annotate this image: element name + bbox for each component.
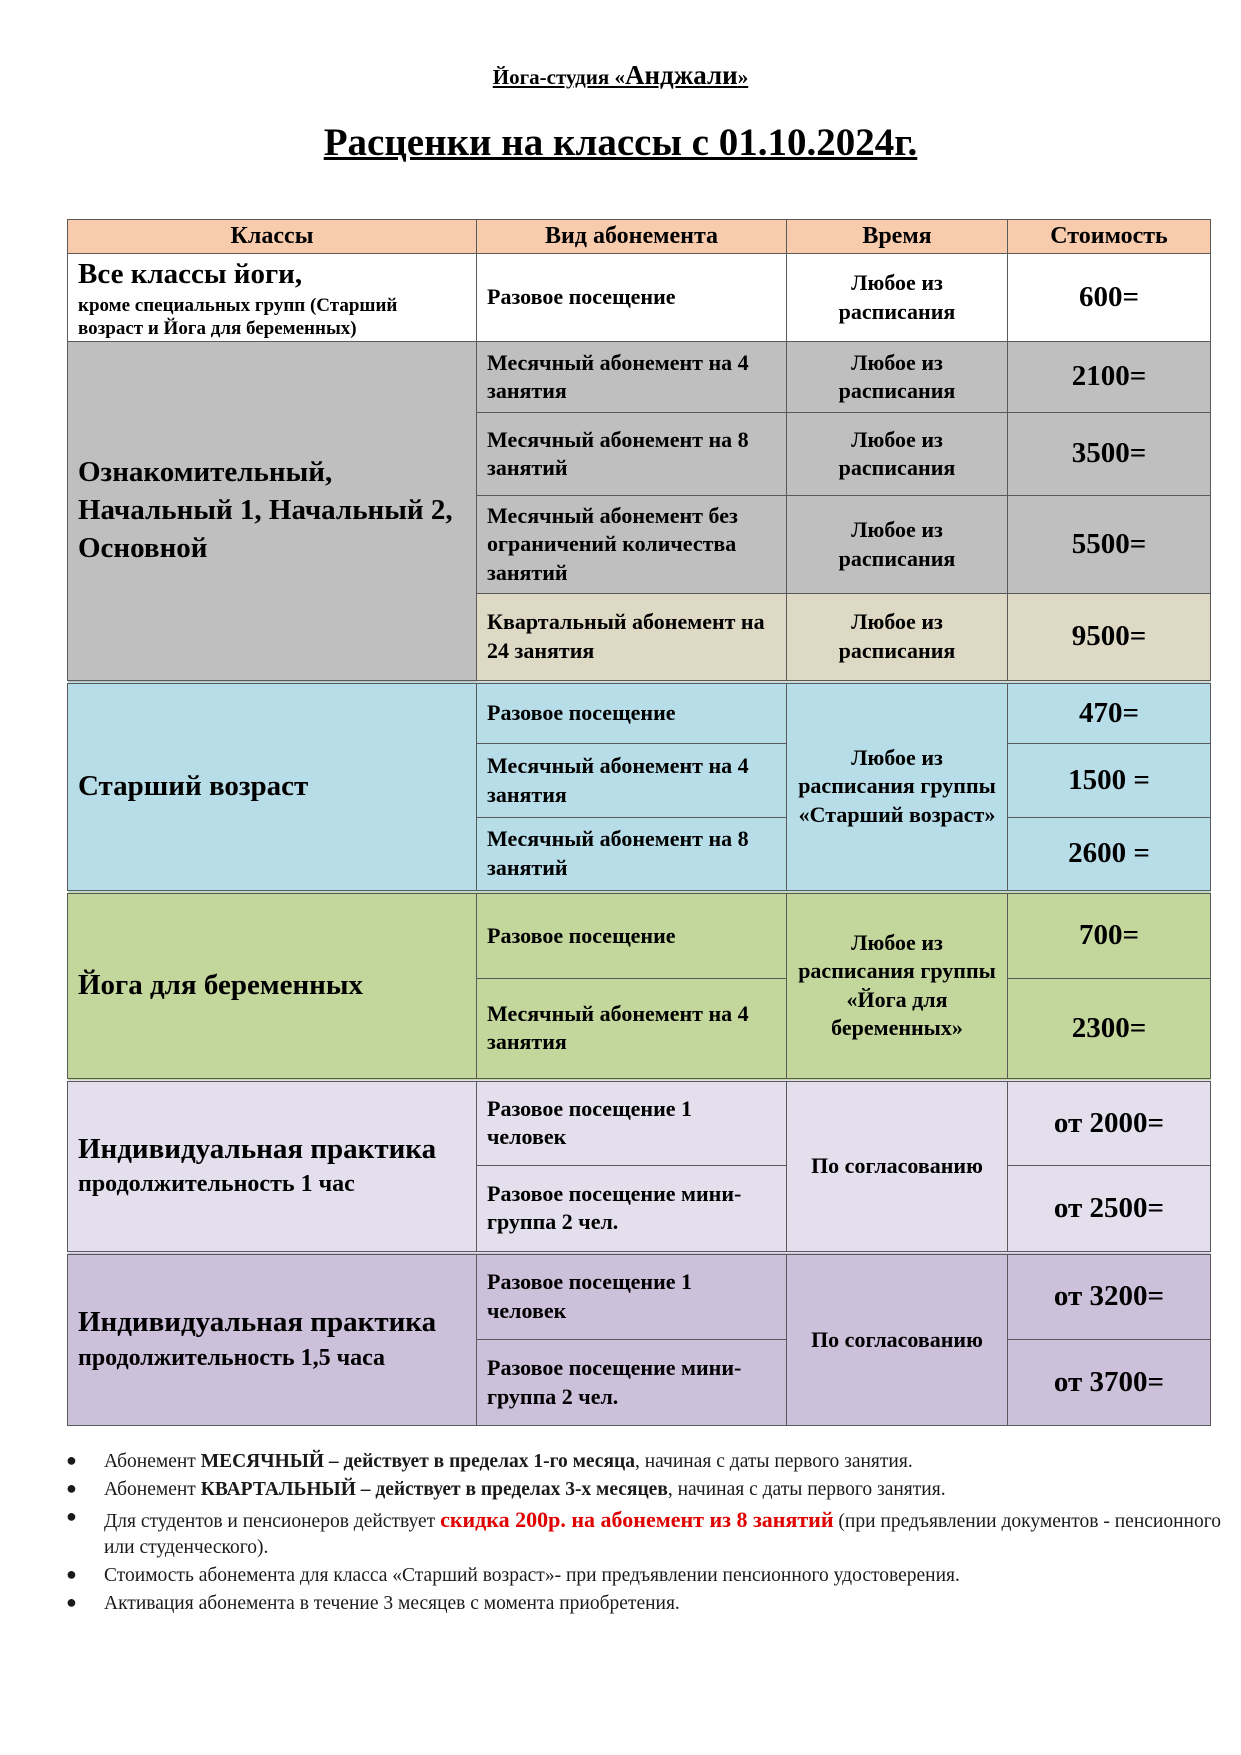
price-cell: от 3200= bbox=[1008, 1253, 1211, 1340]
time-cell: Любое из расписания bbox=[787, 254, 1008, 342]
price-cell: 2600 = bbox=[1008, 818, 1211, 892]
studio-name: Анджали bbox=[625, 60, 738, 90]
time-cell: Любое из расписания bbox=[787, 594, 1008, 682]
time-cell: По согласованию bbox=[787, 1253, 1008, 1426]
class-cell: Индивидуальная практика продолжительность 1 час bbox=[68, 1080, 477, 1253]
class-cell: Все классы йоги, кроме специальных групп (Старший возраст и Йога для беременных) bbox=[68, 254, 477, 342]
price-cell: 9500= bbox=[1008, 594, 1211, 682]
class-cell: Ознакомительный, Начальный 1, Начальный 2, Основной bbox=[68, 342, 477, 682]
bullet-icon: ● bbox=[66, 1477, 77, 1498]
table-row bbox=[68, 254, 1211, 342]
class-cell: Индивидуальная практика продолжительность 1,5 часа bbox=[68, 1253, 477, 1426]
list-item: ● Абонемент КВАРТАЛЬНЫЙ – действует в пределах 3-х месяцев, начиная с даты первого занятия. bbox=[66, 1477, 946, 1500]
column-header: Вид абонемента bbox=[477, 220, 787, 254]
page-title: Расценки на классы с 01.10.2024г. bbox=[323, 121, 918, 164]
table-row bbox=[68, 342, 1211, 413]
bullet-icon: ● bbox=[66, 1505, 77, 1526]
list-item: ● Активация абонемента в течение 3 месяцев с момента приобретения. bbox=[66, 1591, 680, 1614]
list-item: ● Для студентов и пенсионеров действует скидка 200р. на абонемент из 8 занятий (при предъявлении документов - пенсионного или студенческого). bbox=[66, 1505, 1221, 1558]
subscription-type-cell: Месячный абонемент без ограничений количества занятий bbox=[477, 496, 787, 594]
column-header: Классы bbox=[68, 220, 477, 254]
bullet-icon: ● bbox=[66, 1591, 77, 1612]
time-cell: Любое из расписания bbox=[787, 496, 1008, 594]
subscription-type-cell: Разовое посещение мини-группа 2 чел. bbox=[477, 1166, 787, 1253]
price-cell: 2100= bbox=[1008, 342, 1211, 413]
subscription-type-cell: Месячный абонемент на 8 занятий bbox=[477, 413, 787, 496]
class-cell: Старший возраст bbox=[68, 682, 477, 892]
subscription-type-cell: Разовое посещение 1 человек bbox=[477, 1253, 787, 1340]
column-header: Время bbox=[787, 220, 1008, 254]
subscription-type-cell: Месячный абонемент на 8 занятий bbox=[477, 818, 787, 892]
subscription-type-cell: Разовое посещение bbox=[477, 254, 787, 342]
bullet-icon: ● bbox=[66, 1450, 77, 1470]
table-header-row bbox=[68, 220, 1211, 254]
price-table bbox=[67, 219, 1211, 1426]
subscription-type-cell: Месячный абонемент на 4 занятия bbox=[477, 979, 787, 1080]
studio-name-heading: Йога-студия «Анджали» bbox=[492, 60, 749, 90]
price-cell: 700= bbox=[1008, 892, 1211, 979]
subscription-type-cell: Разовое посещение bbox=[477, 682, 787, 744]
time-cell: Любое из расписания группы «Старший возраст» bbox=[787, 682, 1008, 892]
price-cell: 1500 = bbox=[1008, 744, 1211, 818]
price-cell: 470= bbox=[1008, 682, 1211, 744]
price-cell: от 2000= bbox=[1008, 1080, 1211, 1166]
subscription-type-cell: Разовое посещение bbox=[477, 892, 787, 979]
table-row bbox=[68, 682, 1211, 744]
price-cell: 600= bbox=[1008, 254, 1211, 342]
table-row bbox=[68, 1253, 1211, 1340]
time-cell: Любое из расписания группы «Йога для беременных» bbox=[787, 892, 1008, 1080]
time-cell: Любое из расписания bbox=[787, 342, 1008, 413]
price-cell: от 3700= bbox=[1008, 1340, 1211, 1426]
time-cell: По согласованию bbox=[787, 1080, 1008, 1253]
table-row bbox=[68, 892, 1211, 979]
price-cell: 3500= bbox=[1008, 413, 1211, 496]
bullet-icon: ● bbox=[66, 1563, 77, 1584]
time-cell: Любое из расписания bbox=[787, 413, 1008, 496]
column-header: Стоимость bbox=[1008, 220, 1211, 254]
notes-list bbox=[68, 1449, 1224, 1619]
subscription-type-cell: Месячный абонемент на 4 занятия bbox=[477, 342, 787, 413]
list-item: ● Абонемент МЕСЯЧНЫЙ – действует в пределах 1-го месяца, начиная с даты первого занятия. bbox=[66, 1450, 913, 1472]
price-cell: 5500= bbox=[1008, 496, 1211, 594]
subscription-type-cell: Разовое посещение 1 человек bbox=[477, 1080, 787, 1166]
subscription-type-cell: Квартальный абонемент на 24 занятия bbox=[477, 594, 787, 682]
price-cell: 2300= bbox=[1008, 979, 1211, 1080]
subscription-type-cell: Разовое посещение мини-группа 2 чел. bbox=[477, 1340, 787, 1426]
price-cell: от 2500= bbox=[1008, 1166, 1211, 1253]
subscription-type-cell: Месячный абонемент на 4 занятия bbox=[477, 744, 787, 818]
discount-text: скидка 200р. на абонемент из 8 занятий bbox=[440, 1506, 834, 1532]
class-cell: Йога для беременных bbox=[68, 892, 477, 1080]
list-item: ● Стоимость абонемента для класса «Старший возраст»- при предъявлении пенсионного удостоверения. bbox=[66, 1563, 960, 1586]
table-row bbox=[68, 1080, 1211, 1166]
